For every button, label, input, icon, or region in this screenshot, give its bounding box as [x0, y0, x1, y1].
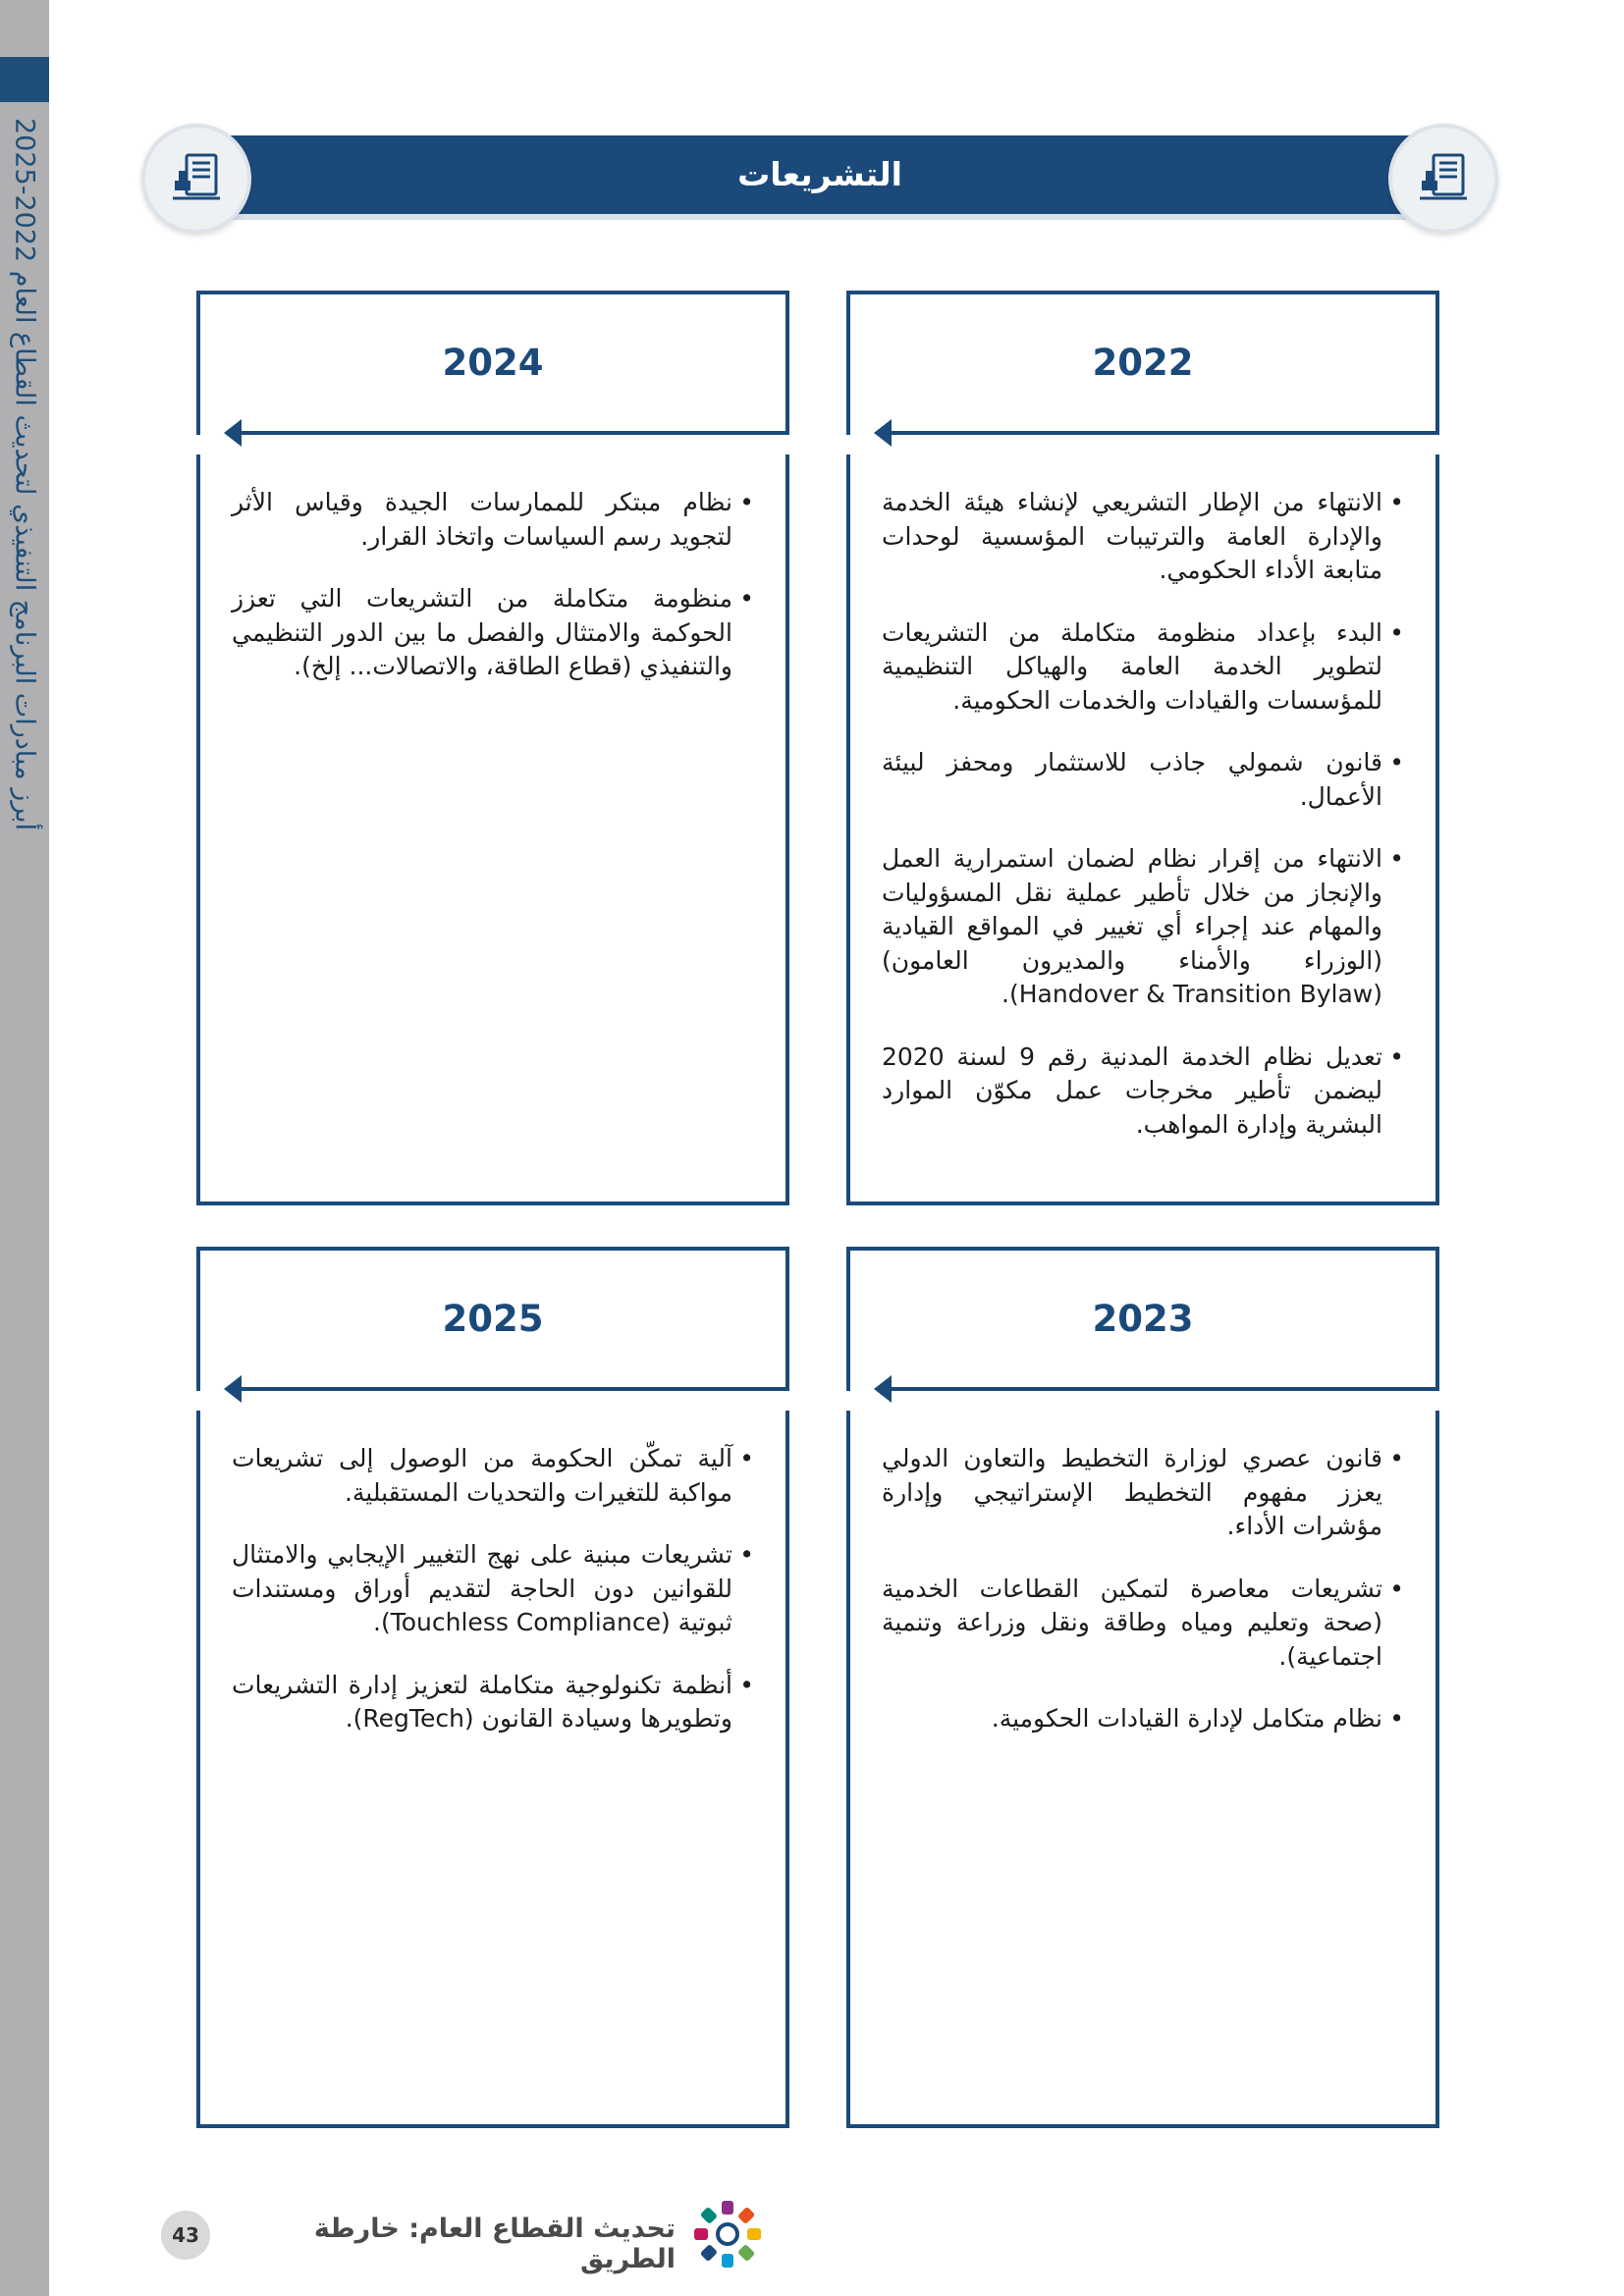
initiatives-list — [882, 1442, 1404, 1765]
page-number: 43 — [161, 2211, 210, 2260]
initiatives-list — [232, 486, 754, 713]
section-title: التشريعات — [737, 155, 902, 193]
arrow-left-icon — [240, 431, 789, 435]
year-card-2025 — [196, 1247, 789, 2128]
banner-bar — [206, 135, 1434, 214]
card-year: 2023 — [1092, 1298, 1194, 1340]
initiatives-list — [232, 1442, 754, 1765]
list-item: • تشريعات مبنية على نهج التغيير الإيجابي والامتثال للقوانين دون الحاجة لتقديم أوراق ومستندات ثبوتية (Touchless Compliance). — [232, 1538, 754, 1640]
year-card-2024 — [196, 291, 789, 1205]
list-item: • تشريعات معاصرة لتمكين القطاعات الخدمية (صحة وتعليم ومياه وطاقة ونقل وزراعة وتنمية اجتماعية). — [882, 1573, 1404, 1675]
arrow-left-icon — [240, 1387, 789, 1391]
list-item: • تعديل نظام الخدمة المدنية رقم 9 لسنة 2020 ليضمن تأطير مخرجات عمل مكوّن الموارد البشرية وإدارة المواهب. — [882, 1041, 1404, 1143]
legal-document-icon — [141, 124, 251, 234]
list-item: • آلية تمكّن الحكومة من الوصول إلى تشريعات مواكبة للتغيرات والتحديات المستقبلية. — [232, 1442, 754, 1510]
list-item: • قانون عصري لوزارة التخطيط والتعاون الدولي يعزز مفهوم التخطيط الإستراتيجي وإدارة مؤشرات الأداء. — [882, 1442, 1404, 1544]
side-strip-accent — [0, 57, 49, 102]
list-item: • قانون شمولي جاذب للاستثمار ومحفز لبيئة الأعمال. — [882, 746, 1404, 814]
section-banner — [147, 130, 1492, 220]
arrow-left-icon — [890, 431, 1439, 435]
roadmap-logo-icon — [685, 2192, 770, 2276]
footer-title: تحديث القطاع العام: خارطة الطريق — [313, 2214, 676, 2274]
year-card-2023 — [846, 1247, 1439, 2128]
initiatives-list — [882, 486, 1404, 1170]
side-strip — [0, 0, 49, 2296]
card-year: 2022 — [1092, 342, 1194, 384]
list-item: • نظام متكامل لإدارة القيادات الحكومية. — [882, 1702, 1404, 1736]
list-item: • نظام مبتكر للممارسات الجيدة وقياس الأثر لتجويد رسم السياسات واتخاذ القرار. — [232, 486, 754, 554]
arrow-left-icon — [890, 1387, 1439, 1391]
year-card-2022 — [846, 291, 1439, 1205]
list-item: • البدء بإعداد منظومة متكاملة من التشريعات لتطوير الخدمة العامة والهياكل التنظيمية للمؤسسات والقيادات والخدمات الحكومية. — [882, 616, 1404, 719]
side-label: أبرز مبادرات البرنامج التنفيذي لتحديث القطاع العام 2022-2025 — [9, 118, 40, 831]
card-year: 2024 — [442, 342, 544, 384]
list-item: • أنظمة تكنولوجية متكاملة لتعزيز إدارة التشريعات وتطويرها وسيادة القانون (RegTech). — [232, 1669, 754, 1736]
list-item: • الانتهاء من الإطار التشريعي لإنشاء هيئة الخدمة والإدارة العامة والترتيبات المؤسسية لوحدات متابعة الأداء الحكومي. — [882, 486, 1404, 588]
legal-document-icon — [1388, 124, 1498, 234]
card-year: 2025 — [442, 1298, 544, 1340]
list-item: • الانتهاء من إقرار نظام لضمان استمرارية العمل والإنجاز من خلال تأطير عملية نقل المسؤوليات والمهام عند إجراء أي تغيير في المواقع القيادية (الوزراء والأمناء والمديرون العامون) (Handover & Transition Bylaw). — [882, 842, 1404, 1012]
list-item: • منظومة متكاملة من التشريعات التي تعزز الحوكمة والامتثال والفصل ما بين الدور التنظيمي والتنفيذي (قطاع الطاقة، والاتصالات... إلخ). — [232, 582, 754, 684]
